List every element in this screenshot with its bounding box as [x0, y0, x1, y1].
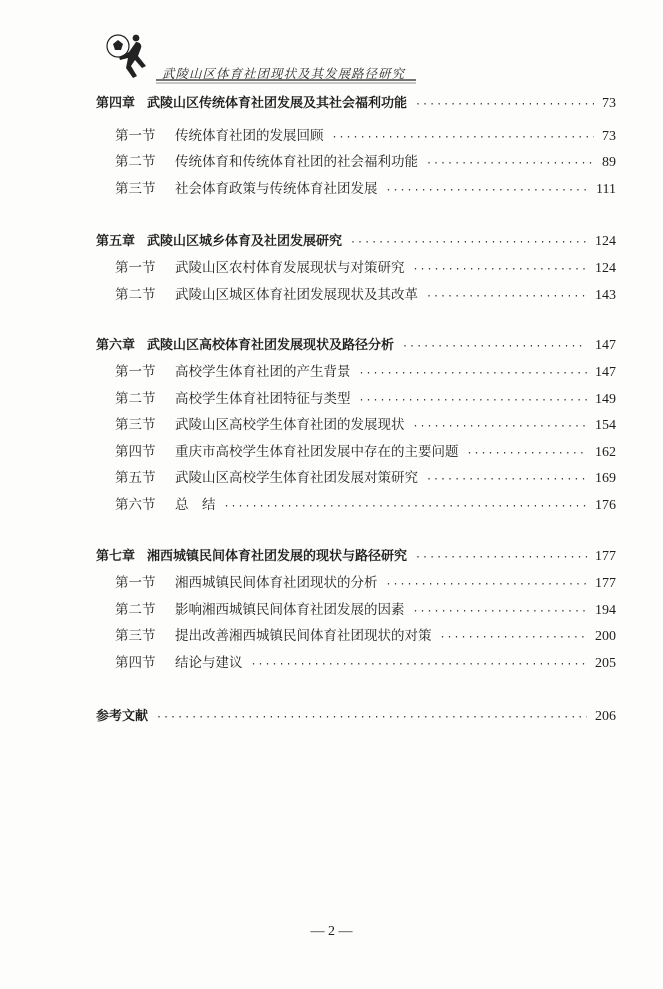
- toc-entry-title: 武陵山区高校体育社团发展现状及路径分析: [147, 338, 395, 353]
- toc-section-entry[interactable]: [115, 179, 616, 199]
- toc-entry-title: 武陵山区传统体育社团发展及其社会福利功能: [147, 96, 408, 111]
- toc-entry-page: 73: [602, 96, 616, 111]
- toc-entry-title: 传统体育和传统体育社团的社会福利功能: [175, 154, 418, 170]
- toc-entry-page: 177: [595, 576, 616, 591]
- toc-section-entry[interactable]: [115, 362, 616, 382]
- toc-entry-number: 第二节: [115, 287, 156, 303]
- toc-entry-number: 第四节: [115, 655, 156, 671]
- toc-leader-dots: [359, 391, 588, 411]
- toc-entry-number: 第一节: [115, 128, 156, 144]
- toc-section-entry[interactable]: [115, 653, 616, 673]
- toc-entry-title: 传统体育社团的发展回顾: [175, 128, 324, 144]
- toc-entry-number: 第六章: [96, 338, 136, 353]
- toc-entry-title: 总 结: [175, 497, 216, 513]
- toc-chapter-entry[interactable]: [96, 94, 616, 114]
- toc-leader-dots: [426, 470, 587, 490]
- toc-entry-page: 147: [595, 338, 616, 353]
- toc-entry-title: 湘西城镇民间体育社团现状的分析: [175, 575, 378, 591]
- toc-leader-dots: [426, 154, 594, 174]
- toc-entry-number: 第四章: [96, 96, 136, 111]
- toc-section-entry[interactable]: [115, 258, 616, 278]
- toc-section-entry[interactable]: [115, 573, 616, 593]
- toc-entry-number: 第一节: [115, 260, 156, 276]
- toc-entry-page: 169: [595, 471, 616, 486]
- toc-section-entry[interactable]: [115, 626, 616, 646]
- toc-leader-dots: [156, 708, 587, 728]
- running-title: 武陵山区体育社团现状及其发展路径研究: [162, 66, 406, 81]
- toc-entry-page: 176: [595, 498, 616, 513]
- toc-entry-title: 武陵山区高校学生体育社团的发展现状: [175, 417, 405, 433]
- toc-chapter-entry[interactable]: [96, 547, 616, 567]
- running-header: [96, 30, 416, 86]
- toc-section-entry[interactable]: [115, 285, 616, 305]
- toc-entry-title: 武陵山区城乡体育及社团发展研究: [147, 234, 343, 249]
- toc-entry-number: 第三节: [115, 181, 156, 197]
- toc-entry-title: 高校学生体育社团特征与类型: [175, 391, 351, 407]
- toc-leader-dots: [224, 497, 588, 517]
- toc-entry-title: 重庆市高校学生体育社团发展中存在的主要问题: [175, 444, 459, 460]
- toc-entry-title: 武陵山区高校学生体育社团发展对策研究: [175, 470, 418, 486]
- toc-leader-dots: [402, 337, 587, 357]
- toc-leader-dots: [413, 260, 588, 280]
- toc-entry-page: 89: [602, 155, 616, 170]
- toc-entry-number: 第二节: [115, 154, 156, 170]
- toc-entry-number: 第三节: [115, 628, 156, 644]
- toc-entry-number: 第一节: [115, 364, 156, 380]
- toc-entry-page: 194: [595, 603, 616, 618]
- toc-entry-page: 147: [595, 365, 616, 380]
- page-number: — 2 —: [310, 924, 353, 939]
- toc-leader-dots: [413, 602, 588, 622]
- toc-entry-page: 143: [595, 288, 616, 303]
- toc-entry-page: 200: [595, 629, 616, 644]
- toc-leader-dots: [251, 655, 588, 675]
- toc-leader-dots: [386, 181, 589, 201]
- toc-entry-page: 205: [595, 656, 616, 671]
- toc-section-entry[interactable]: [115, 442, 616, 462]
- toc-entry-number: 第一节: [115, 575, 156, 591]
- toc-section-entry[interactable]: [115, 415, 616, 435]
- toc-chapter-entry[interactable]: [96, 707, 616, 727]
- toc-entry-number: 第四节: [115, 444, 156, 460]
- toc-entry-page: 177: [595, 549, 616, 564]
- toc-section-entry[interactable]: [115, 126, 616, 146]
- toc-entry-number: 第五节: [115, 470, 156, 486]
- toc-entry-page: 206: [595, 709, 616, 724]
- toc-entry-page: 149: [595, 392, 616, 407]
- toc-entry-title: 影响湘西城镇民间体育社团发展的因素: [175, 602, 405, 618]
- toc-chapter-entry[interactable]: [96, 336, 616, 356]
- toc-leader-dots: [415, 95, 594, 115]
- toc-section-entry[interactable]: [115, 600, 616, 620]
- toc-entry-page: 73: [602, 129, 616, 144]
- toc-leader-dots: [359, 364, 588, 384]
- toc-leader-dots: [386, 575, 588, 595]
- toc-section-entry[interactable]: [115, 152, 616, 172]
- toc-entry-number: 第五章: [96, 234, 136, 249]
- toc-entry-title: 社会体育政策与传统体育社团发展: [175, 181, 378, 197]
- toc-entry-title: 武陵山区城区体育社团发展现状及其改革: [175, 287, 418, 303]
- toc-entry-number: 第三节: [115, 417, 156, 433]
- toc-entry-number: 第六节: [115, 497, 156, 513]
- toc-leader-dots: [467, 444, 588, 464]
- toc-leader-dots: [426, 287, 587, 307]
- toc-entry-page: 162: [595, 445, 616, 460]
- toc-entry-number: 第二节: [115, 602, 156, 618]
- toc-entry-page: 111: [596, 182, 616, 197]
- toc-entry-title: 高校学生体育社团的产生背景: [175, 364, 351, 380]
- toc-entry-page: 124: [595, 234, 616, 249]
- toc-leader-dots: [332, 128, 595, 148]
- toc-entry-title: 提出改善湘西城镇民间体育社团现状的对策: [175, 628, 432, 644]
- toc-entry-title: 武陵山区农村体育发展现状与对策研究: [175, 260, 405, 276]
- toc-entry-number: 第二节: [115, 391, 156, 407]
- toc-chapter-entry[interactable]: [96, 232, 616, 252]
- toc-leader-dots: [440, 628, 588, 648]
- toc-entry-page: 124: [595, 261, 616, 276]
- toc-entry-title: 湘西城镇民间体育社团发展的现状与路径研究: [147, 549, 408, 564]
- toc-entry-title: 结论与建议: [175, 655, 243, 671]
- toc-section-entry[interactable]: [115, 495, 616, 515]
- toc-leader-dots: [415, 548, 587, 568]
- toc-leader-dots: [350, 233, 587, 253]
- toc-entry-title: 参考文献: [96, 709, 149, 724]
- toc-section-entry[interactable]: [115, 468, 616, 488]
- toc-section-entry[interactable]: [115, 389, 616, 409]
- toc-leader-dots: [413, 417, 588, 437]
- toc-entry-number: 第七章: [96, 549, 136, 564]
- toc-entry-page: 154: [595, 418, 616, 433]
